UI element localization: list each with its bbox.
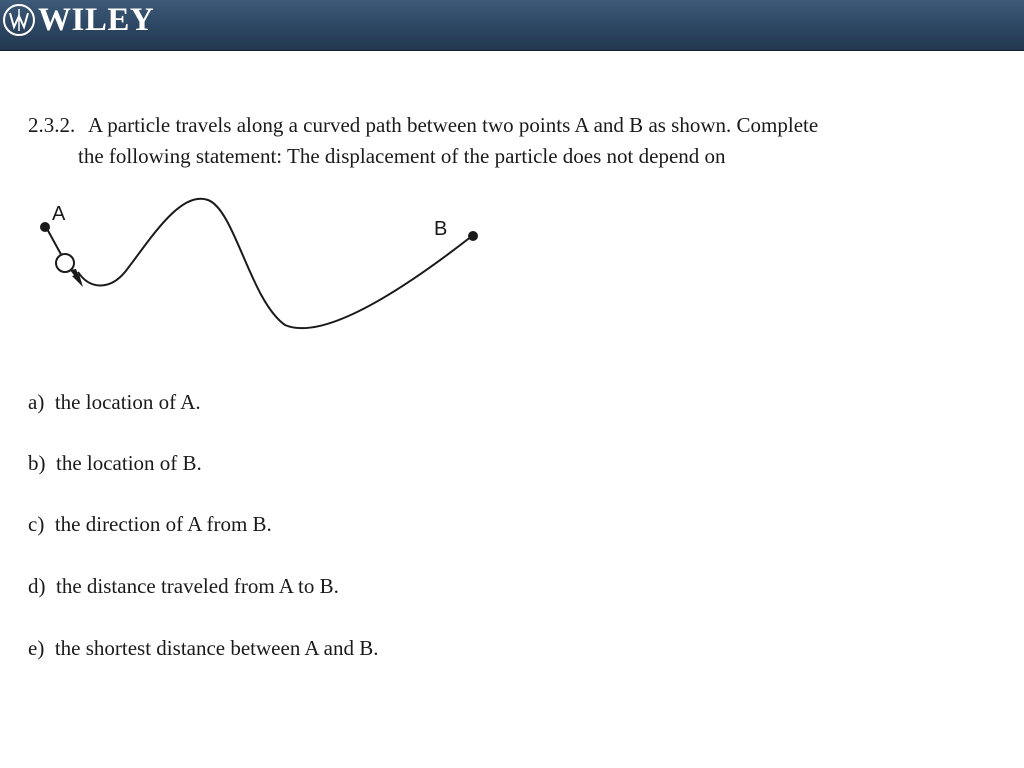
option-letter: d) — [28, 574, 46, 598]
option-letter: b) — [28, 451, 46, 475]
question-number: 2.3.2. — [28, 113, 76, 137]
option-letter: c) — [28, 512, 45, 536]
label-a: A — [52, 203, 66, 225]
wiley-logo-icon — [2, 3, 36, 37]
option-d[interactable] — [28, 572, 339, 600]
particle-path — [78, 199, 472, 328]
option-b[interactable] — [28, 449, 202, 477]
option-e[interactable] — [28, 634, 379, 662]
option-letter: a) — [28, 390, 45, 414]
point-a — [40, 222, 50, 232]
option-text: the shortest distance between A and B. — [54, 636, 379, 660]
question-text — [28, 110, 998, 172]
question-line-1: A particle travels along a curved path between two points A and B as shown. Complete — [88, 113, 819, 137]
wiley-logo-text: WILEY — [38, 2, 155, 38]
point-b — [468, 231, 478, 241]
header-bar — [0, 0, 1024, 51]
option-text: the direction of A from B. — [54, 512, 272, 536]
particle-icon — [56, 254, 74, 272]
label-b: B — [434, 218, 448, 240]
option-c[interactable] — [28, 510, 272, 538]
question-line-2: the following statement: The displacement of the particle does not depend on — [78, 144, 726, 168]
option-text: the distance traveled from A to B. — [56, 574, 339, 598]
option-letter: e) — [28, 636, 45, 660]
direction-arrow — [46, 227, 63, 258]
path-diagram — [30, 190, 500, 340]
option-text: the location of B. — [56, 451, 202, 475]
option-a[interactable] — [28, 388, 201, 416]
option-text: the location of A. — [54, 390, 201, 414]
